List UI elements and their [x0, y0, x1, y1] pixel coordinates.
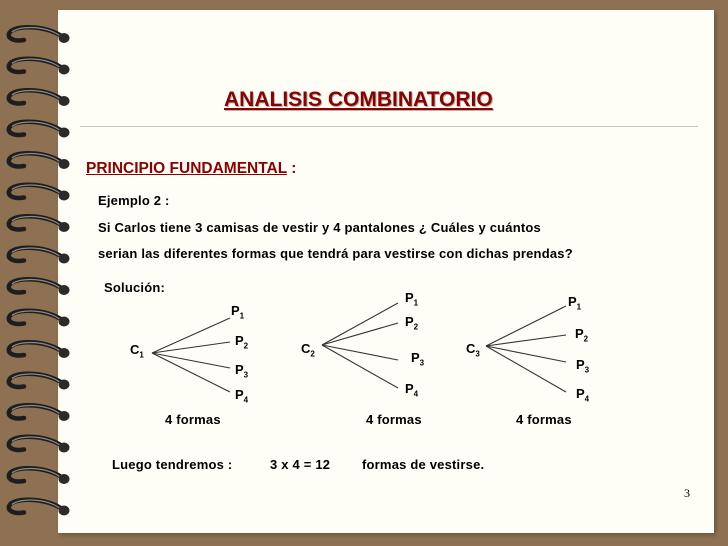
tree3-leaf-2: $P_2$ [575, 326, 589, 344]
tree1-root: $C_1$ [130, 342, 144, 360]
tree1-leaf-4: $P_4$ [235, 387, 249, 405]
tree2-branch-2 [322, 323, 398, 345]
tree2-branch-4 [322, 345, 398, 388]
tree3-leaf-1: $P_1$ [568, 294, 582, 312]
tree1-count: 4 formas [165, 412, 221, 427]
tree1-leaf-1: $P_1$ [231, 303, 245, 321]
tree3-leaf-4: $P_4$ [576, 386, 590, 404]
section-heading-colon: : [291, 160, 297, 177]
solution-label: Solución: [104, 280, 166, 295]
tree2-count: 4 formas [366, 412, 422, 427]
tree2-branch-3 [322, 345, 398, 360]
tree3-root: $C_3$ [466, 341, 480, 359]
tree1-branch-4 [152, 353, 230, 392]
tree2-leaf-2: $P_2$ [405, 314, 419, 332]
tree3-branch-4 [486, 346, 566, 392]
tree1-leaf-2: $P_2$ [235, 333, 249, 351]
tree2-branch-1 [322, 303, 398, 345]
tree2-root: $C_2$ [301, 341, 315, 359]
example-label: Ejemplo 2 : [98, 193, 170, 208]
tree2-leaf-3: $P_3$ [411, 350, 425, 368]
tree2-leaf-1: $P_1$ [405, 290, 419, 308]
problem-line-1: Si Carlos tiene 3 camisas de vestir y 4 pantalones ¿ Cuáles y cuántos [98, 220, 541, 235]
tree3-count: 4 formas [516, 412, 572, 427]
tree1-branch-3 [152, 353, 230, 368]
page-number: 3 [684, 486, 690, 500]
tree2-leaf-4: $P_4$ [405, 381, 419, 399]
tree1-leaf-3: $P_3$ [235, 362, 249, 380]
conclusion-suffix: formas de vestirse. [362, 457, 485, 472]
tree3-branch-3 [486, 346, 566, 362]
problem-line-2: serian las diferentes formas que tendrá para vestirse con dichas prendas? [98, 246, 573, 261]
conclusion-prefix: Luego tendremos : [112, 457, 233, 472]
slide-title: ANALISIS COMBINATORIO [224, 88, 493, 111]
section-heading-text: PRINCIPIO FUNDAMENTAL [86, 160, 287, 177]
conclusion-calc: 3 x 4 = 12 [270, 457, 331, 472]
tree3-leaf-3: $P_3$ [576, 357, 590, 375]
